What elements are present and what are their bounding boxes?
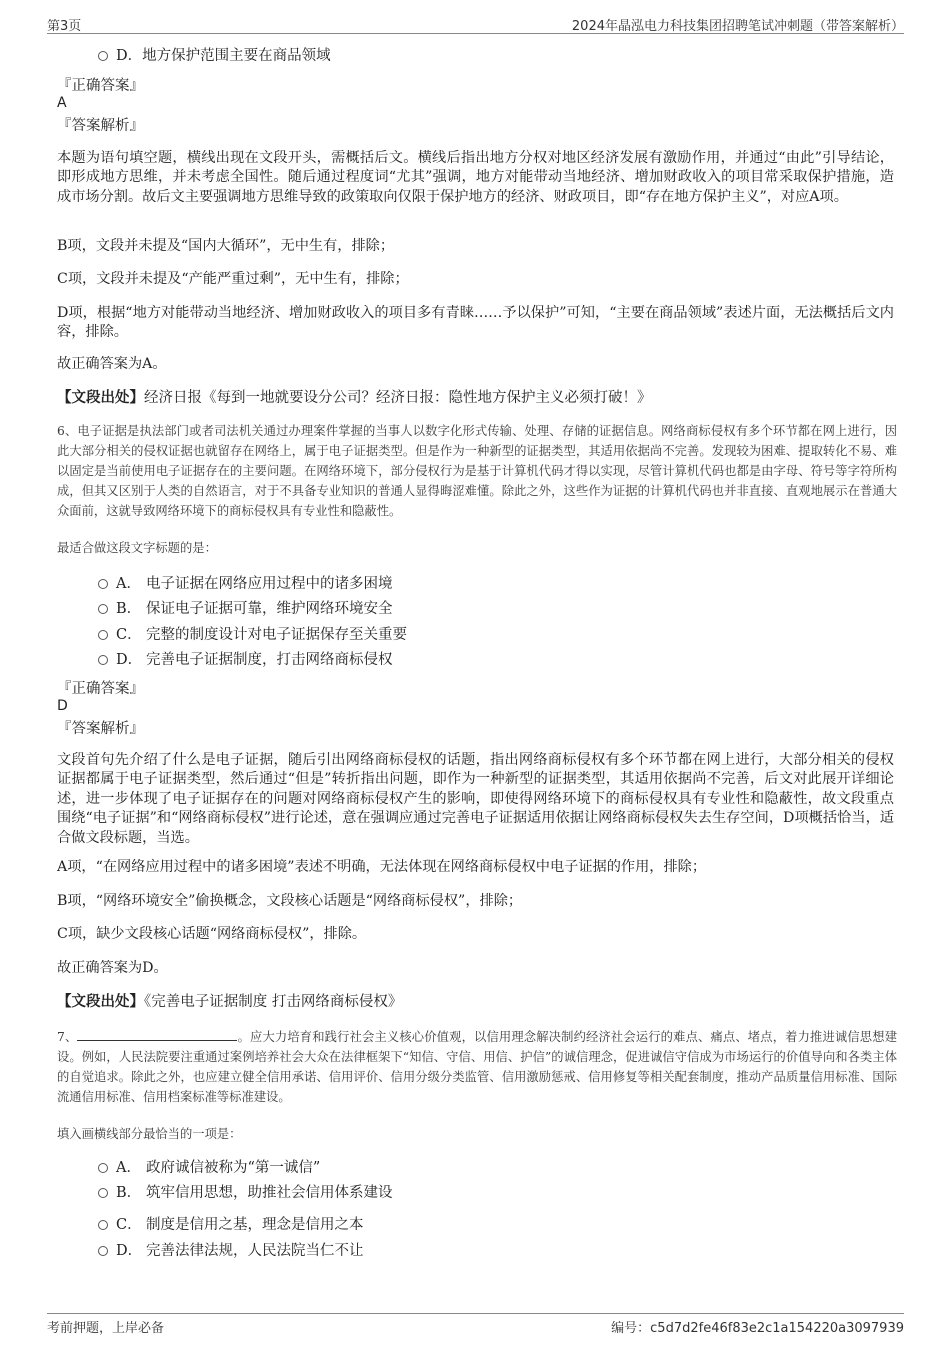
- q5-option-d[interactable]: D．地方保护范围主要在商品领域: [98, 45, 331, 67]
- radio-icon[interactable]: [98, 1188, 108, 1198]
- q6-option-b[interactable]: B． 保证电子证据可靠，维护网络环境安全: [98, 598, 393, 620]
- page-header: [47, 13, 904, 34]
- q6-correct-answer-label: 『正确答案』: [57, 681, 144, 697]
- q5-conclusion: 故正确答案为A。: [57, 356, 167, 372]
- q7-option-a[interactable]: A． 政府诚信被称为“第一诚信”: [98, 1157, 320, 1179]
- radio-icon[interactable]: [98, 1163, 108, 1173]
- q6-option-a[interactable]: A． 电子证据在网络应用过程中的诸多困境: [98, 573, 393, 595]
- q6-analysis-main: 文段首句先介绍了什么是电子证据，随后引出网络商标侵权的话题，指出网络商标侵权有多个环节都在网上进行，大部分相关的侵权证据都属于电子证据类型，然后通过“但是”转折指出问题，即作为一种新型的证据类型，其适用依据尚不完善，后文对此展开详细论述，进一步体现了电子证据存在的问题对网络商标侵权产生的影响，即使得网络环境下的商标侵权具有专业性和隐蔽性，故文段重点围绕“电子证据”和“网络商标侵权”进行论述，意在强调应通过完善电子证据适用依据让网络商标侵权失去生存空间，D项概括恰当，适合做文段标题，当选。: [57, 752, 894, 846]
- q6-analysis-b: B项，“网络环境安全”偷换概念，文段核心话题是“网络商标侵权”，排除；: [57, 893, 523, 909]
- q6-analysis-c: C项，缺少文段核心话题“网络商标侵权”，排除。: [57, 926, 367, 942]
- q5-source: [57, 388, 652, 408]
- q5-source-text: 经济日报《每到一地就要设分公司？经济日报：隐性地方保护主义必须打破！》: [144, 390, 652, 406]
- q7-stem-text: 。应大力培育和践行社会主义核心价值观，以信用理念解决制约经济社会运行的难点、痛点、堵点，着力推进诚信思想建设。例如，人民法院要注重通过案例培养社会大众在法律框架下“知信、守信、用信、护信”的诚信理念，促进诚信守信成为市场运行的价值导向和各类主体的自觉追求。除此之外，也应建立健全信用承诺、信用评价、信用分级分类监管、信用激励惩戒、信用修复等相关配套制度，推动产品质量信用标准、国际流通信用标准、信用档案标准等标准建设。: [57, 1030, 897, 1104]
- q6-source: [57, 992, 402, 1012]
- q6-source-text: 《完善电子证据制度 打击网络商标侵权》: [144, 994, 403, 1010]
- q5-analysis-d: D项，根据“地方对能带动当地经济、增加财政收入的项目多有青睐……予以保护”可知，“主要在商品领域”表述片面，无法概括后文内容，排除。: [57, 305, 894, 341]
- q7-option-d[interactable]: D． 完善法律法规，人民法院当仁不让: [98, 1240, 364, 1262]
- q6-analysis-label: 『答案解析』: [57, 721, 144, 737]
- document-title: 2024年晶泓电力科技集团招聘笔试冲刺题（带答案解析）: [571, 19, 904, 34]
- footer-code-value: c5d7d2fe46f83e2c1a154220a3097939: [650, 1321, 904, 1336]
- radio-icon[interactable]: [98, 655, 108, 665]
- footer-code: [611, 1317, 904, 1336]
- footer-slogan: 考前押题，上岸必备: [47, 1321, 165, 1336]
- q6-answer: D: [57, 698, 68, 714]
- q7-option-c[interactable]: C． 制度是信用之基，理念是信用之本: [98, 1214, 364, 1236]
- q6-option-d[interactable]: D． 完善电子证据制度，打击网络商标侵权: [98, 649, 393, 671]
- q6-prompt: 最适合做这段文字标题的是：: [57, 541, 217, 555]
- q6-analysis-a: A项，“在网络应用过程中的诸多困境”表述不明确，无法体现在网络商标侵权中电子证据的作用，排除；: [57, 859, 707, 875]
- q7-option-b[interactable]: B． 筑牢信用思想，助推社会信用体系建设: [98, 1182, 393, 1204]
- q7-stem: [57, 1027, 897, 1107]
- radio-icon[interactable]: [98, 579, 108, 589]
- q5-analysis-main: 本题为语句填空题，横线出现在文段开头，需概括后文。横线后指出地方分权对地区经济发展有激励作用，并通过“由此”引导结论，即形成地方思维，并未考虑全国性。随后通过程度词“尤其”强调，地方对能带动当地经济、增加财政收入的项目常采取保护措施，造成市场分割。故后文主要强调地方思维导致的政策取向仅限于保护地方的经济、财政项目，即“存在地方保护主义”，对应A项。: [57, 150, 894, 205]
- q7-number: 7、: [57, 1030, 78, 1044]
- q6-source-label: 【文段出处】: [57, 993, 144, 1010]
- q5-analysis-label: 『答案解析』: [57, 118, 144, 134]
- q6-option-c[interactable]: C． 完整的制度设计对电子证据保存至关重要: [98, 624, 407, 646]
- q5-answer: A: [57, 95, 67, 111]
- q5-correct-answer-label: 『正确答案』: [57, 78, 144, 94]
- q7-blank: [77, 1028, 237, 1041]
- q7-prompt: 填入画横线部分最恰当的一项是：: [57, 1127, 242, 1141]
- q5-analysis-b: B项，文段并未提及“国内大循环”，无中生有，排除；: [57, 238, 395, 254]
- radio-icon[interactable]: [98, 630, 108, 640]
- page-number: 第3页: [47, 19, 82, 34]
- q5-analysis-c: C项，文段并未提及“产能严重过剩”，无中生有，排除；: [57, 271, 409, 287]
- q6-conclusion: 故正确答案为D。: [57, 960, 168, 976]
- footer-code-label: 编号：: [611, 1321, 651, 1336]
- q5-source-label: 【文段出处】: [57, 389, 144, 406]
- radio-icon[interactable]: [98, 604, 108, 614]
- radio-icon[interactable]: [98, 1220, 108, 1230]
- q6-stem: 6、电子证据是执法部门或者司法机关通过办理案件掌握的当事人以数字化形式传输、处理、存储的证据信息。网络商标侵权有多个环节都在网上进行，因此大部分相关的侵权证据也就留存在网络上，属于电子证据类型。但是作为一种新型的证据类型，其适用依据尚不完善。发现较为困难、提取转化不易、难以固定是当前使用电子证据存在的主要问题。在网络环境下，部分侵权行为是基于计算机代码才得以实现，尽管计算机代码也都是由字母、符号等字符所构成，但其又区别于人类的自然语言，对于不具备专业知识的普通人显得晦涩难懂。除此之外，这些作为证据的计算机代码也并非直接、直观地展示在普通大众面前，这就导致网络环境下的商标侵权具有专业性和隐蔽性。: [57, 424, 897, 518]
- page-footer: [47, 1313, 904, 1336]
- radio-icon[interactable]: [98, 1246, 108, 1256]
- radio-icon[interactable]: [98, 51, 108, 61]
